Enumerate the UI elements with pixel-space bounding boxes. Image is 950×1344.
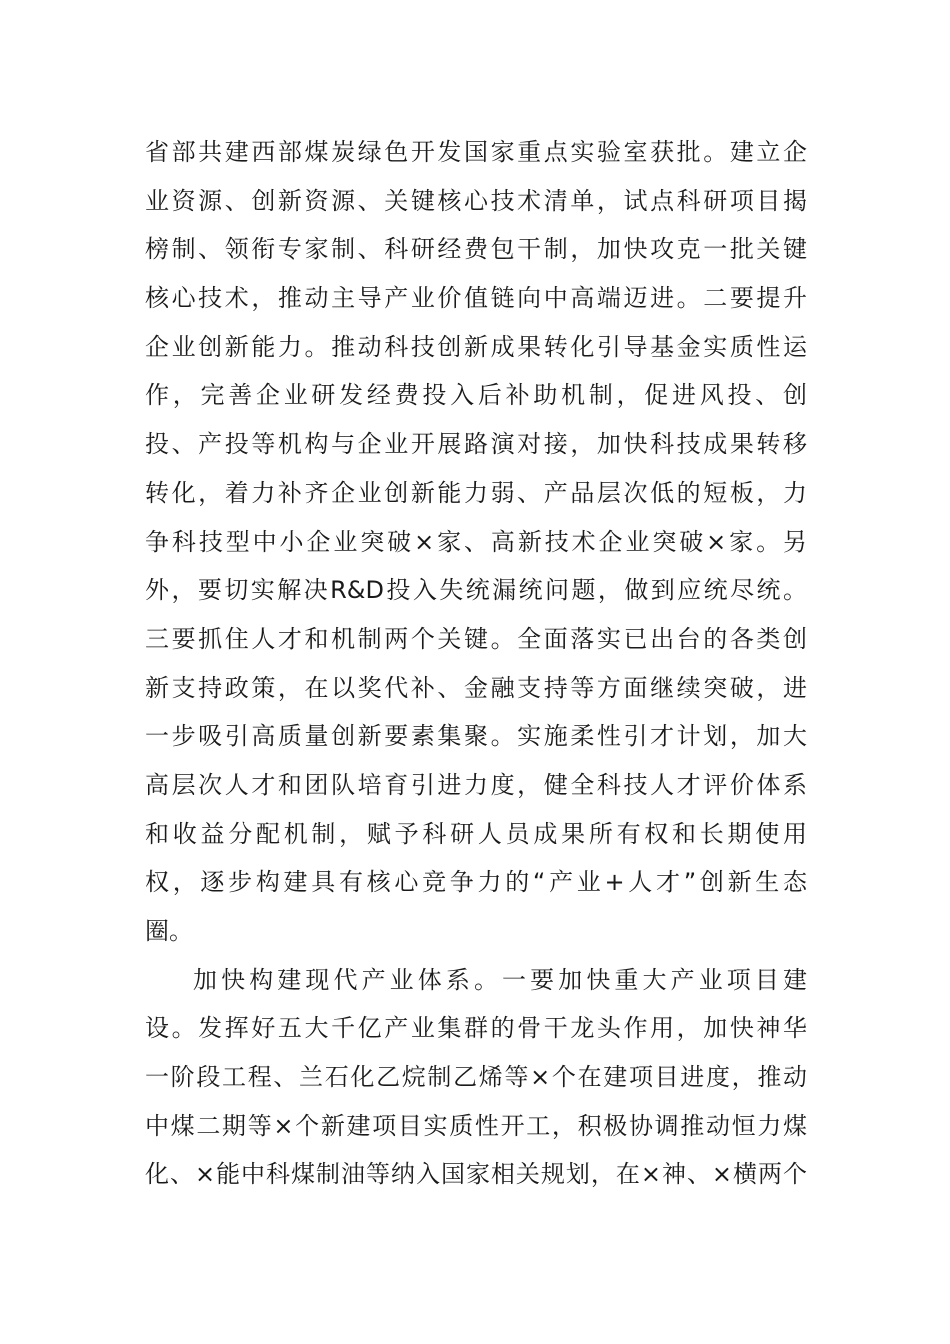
text-line: 圈。 <box>145 917 193 945</box>
text-line: 业资源、创新资源、关键核心技术清单，试点科研项目揭 <box>145 186 807 215</box>
text-line: 权，逐步构建具有核心竞争力的“产业+人才”创新生态 <box>145 868 807 897</box>
text-line: 新支持政策，在以奖代补、金融支持等方面继续突破，进 <box>145 673 807 702</box>
text-line: 作，完善企业研发经费投入后补助机制，促进风投、创 <box>145 381 807 410</box>
text-line: 省部共建西部煤炭绿色开发国家重点实验室获批。建立企 <box>145 138 807 166</box>
text-line: 投、产投等机构与企业开展路演对接，加快科技成果转移 <box>145 430 807 459</box>
text-line: 转化，着力补齐企业创新能力弱、产品层次低的短板，力 <box>145 478 807 507</box>
document-body <box>145 128 807 1199</box>
text-line: 加快构建现代产业体系。一要加快重大产业项目建 <box>193 965 807 994</box>
text-line: 三要抓住人才和机制两个关键。全面落实已出台的各类创 <box>145 624 807 653</box>
text-line: 榜制、领衔专家制、科研经费包干制，加快攻克一批关键 <box>145 235 807 264</box>
text-line: 化、×能中科煤制油等纳入国家相关规划，在×神、×横两个 <box>145 1160 807 1189</box>
text-line: 设。发挥好五大千亿产业集群的骨干龙头作用，加快神华 <box>145 1014 807 1043</box>
text-line: 和收益分配机制，赋予科研人员成果所有权和长期使用 <box>145 819 807 848</box>
text-line: 中煤二期等×个新建项目实质性开工，积极协调推动恒力煤 <box>145 1111 807 1140</box>
text-line: 一阶段工程、兰石化乙烷制乙烯等×个在建项目进度，推动 <box>145 1063 807 1092</box>
text-line: 争科技型中小企业突破×家、高新技术企业突破×家。另 <box>145 527 807 556</box>
text-line: 高层次人才和团队培育引进力度，健全科技人才评价体系 <box>145 770 807 799</box>
paragraph-2 <box>145 956 807 1199</box>
paragraph-1 <box>145 128 807 956</box>
text-line: 外，要切实解决R&D投入失统漏统问题，做到应统尽统。 <box>145 576 807 605</box>
text-line: 企业创新能力。推动科技创新成果转化引导基金实质性运 <box>145 332 807 361</box>
text-line: 核心技术，推动主导产业价值链向中高端迈进。二要提升 <box>145 284 807 313</box>
text-line: 一步吸引高质量创新要素集聚。实施柔性引才计划，加大 <box>145 722 807 751</box>
